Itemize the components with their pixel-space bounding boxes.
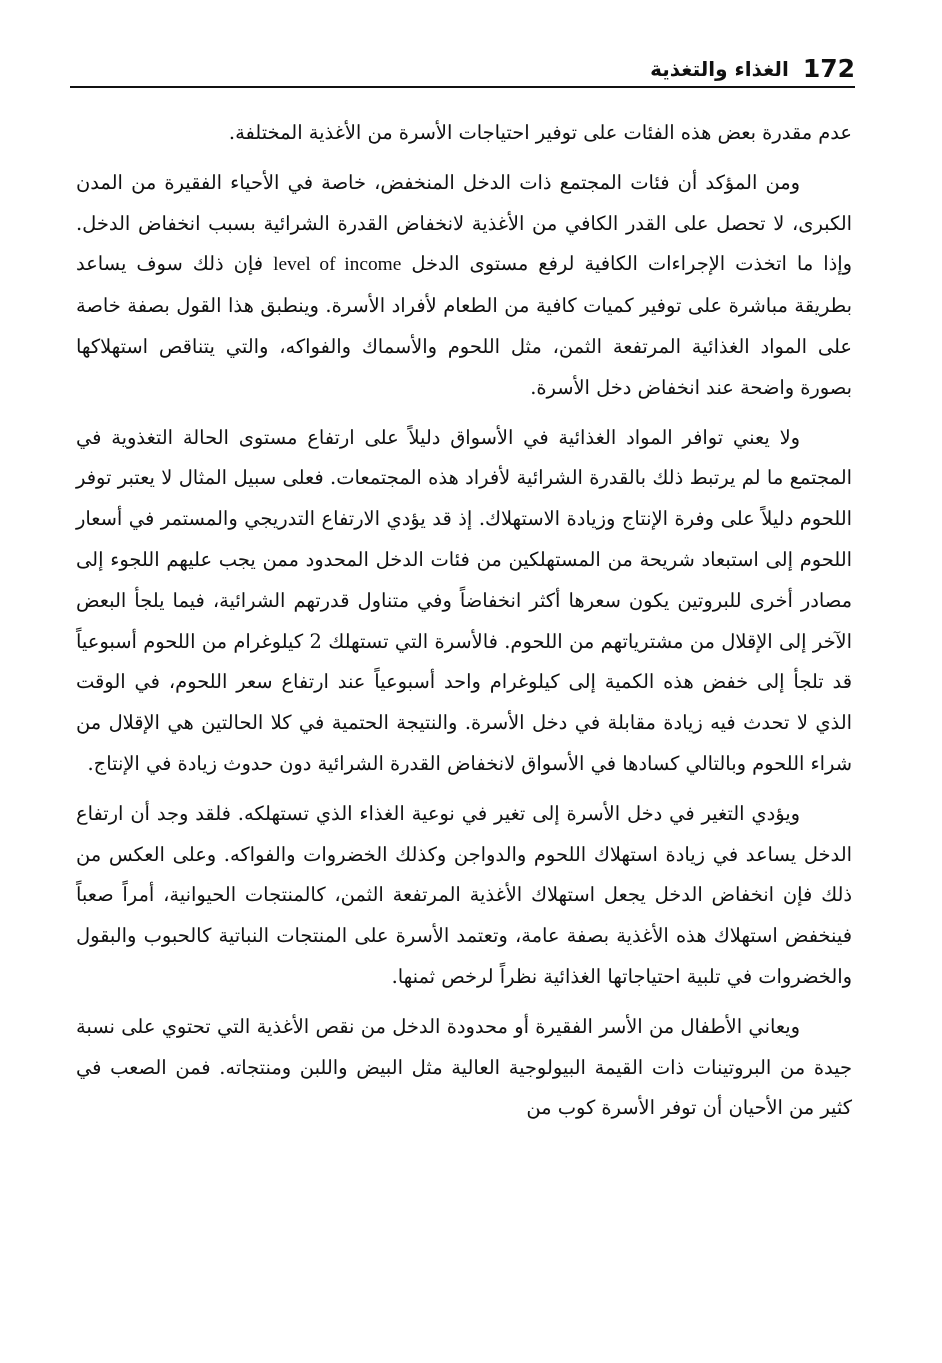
header-rule	[70, 86, 855, 88]
paragraph-5: ويعاني الأطفال من الأسر الفقيرة أو محدودة الدخل من نقص الأغذية التي تحتوي على نسبة جيدة من البروتينات ذات القيمة البيولوجية العالية مثل البيض واللبن ومنتجاته. فمن الصعب في كثير من الأحيان أن توفر الأسرة كوب من	[76, 1014, 852, 1120]
english-term: level of income	[273, 254, 402, 276]
page-header	[70, 52, 855, 84]
body-text	[76, 113, 852, 1138]
page-number: 172	[802, 54, 855, 83]
paragraph-2-part-2: فإن ذلك سوف يساعد بطريقة مباشرة على توفير كميات كافية من الطعام لأفراد الأسرة. وينطبق هذا القول بصفة خاصة على المواد الغذائية المرتفعة الثمن، مثل اللحوم والأسماك والفواكه، والتي يتناقص استهلاكها بصورة واضحة عند انخفاض دخل الأسرة.	[76, 252, 852, 399]
paragraph-1: عدم مقدرة بعض هذه الفئات على توفير احتياجات الأسرة من الأغذية المختلفة.	[228, 121, 852, 144]
paragraph-4: ويؤدي التغير في دخل الأسرة إلى تغير في نوعية الغذاء الذي تستهلكه. فلقد وجد أن ارتفاع الدخل يساعد في زيادة استهلاك اللحوم والدواجن وكذلك الخضروات والفواكه. وعلى العكس من ذلك فإن انخفاض الدخل يجعل استهلاك الأغذية المرتفعة الثمن، كالمنتجات الحيوانية، أمراً صعباً فينخفض استهلاك هذه الأغذية بصفة عامة، وتعتمد الأسرة على المنتجات النباتية كالحبوب والبقول والخضروات في تلبية احتياجاتها الغذائية نظراً لرخص ثمنها.	[76, 801, 852, 988]
paragraph-2-part-1: ومن المؤكد أن فئات المجتمع ذات الدخل المنخفض، خاصة في الأحياء الفقيرة من المدن الكبرى، لا تحصل على القدر الكافي من الأغذية لانخفاض القدرة الشرائية بسبب انخفاض الدخل. وإذا ما اتخذت الإجراءات الكافية لرفع مستوى الدخل	[76, 170, 853, 276]
paragraph-2	[76, 163, 852, 409]
running-title: الغذاء والتغذية	[650, 57, 789, 81]
paragraph-3: ولا يعني توافر المواد الغذائية في الأسواق دليلاً على ارتفاع مستوى الحالة التغذوية في المجتمع ما لم يرتبط ذلك بالقدرة الشرائية لأفراد هذه المجتمعات. فعلى سبيل المثال لا يعتبر توفر اللحوم دليلاً على وفرة الإنتاج وزيادة الاستهلاك. إذ قد يؤدي الارتفاع التدريجي والمستمر في أسعار اللحوم إلى استبعاد شريحة من المستهلكين من فئات الدخل المحدود ممن يجب عليهم اللجوء إلى مصادر أخرى للبروتين يكون سعرها أكثر انخفاضاً وفي متناول قدرتهم الشرائية، فيما يلجأ البعض الآخر إلى الإقلال من مشترياتهم من اللحوم. فالأسرة التي تستهلك 2 كيلوغرام من اللحوم أسبوعياً قد تلجأ إلى خفض هذه الكمية إلى كيلوغرام واحد أسبوعياً عند ارتفاع سعر اللحوم، في الوقت الذي لا تحدث فيه زيادة مقابلة في دخل الأسرة. والنتيجة الحتمية في كلا الحالتين هي الإقلال من شراء اللحوم وبالتالي كسادها في الأسواق لانخفاض القدرة الشرائية دون حدوث زيادة في الإنتاج.	[76, 425, 853, 775]
